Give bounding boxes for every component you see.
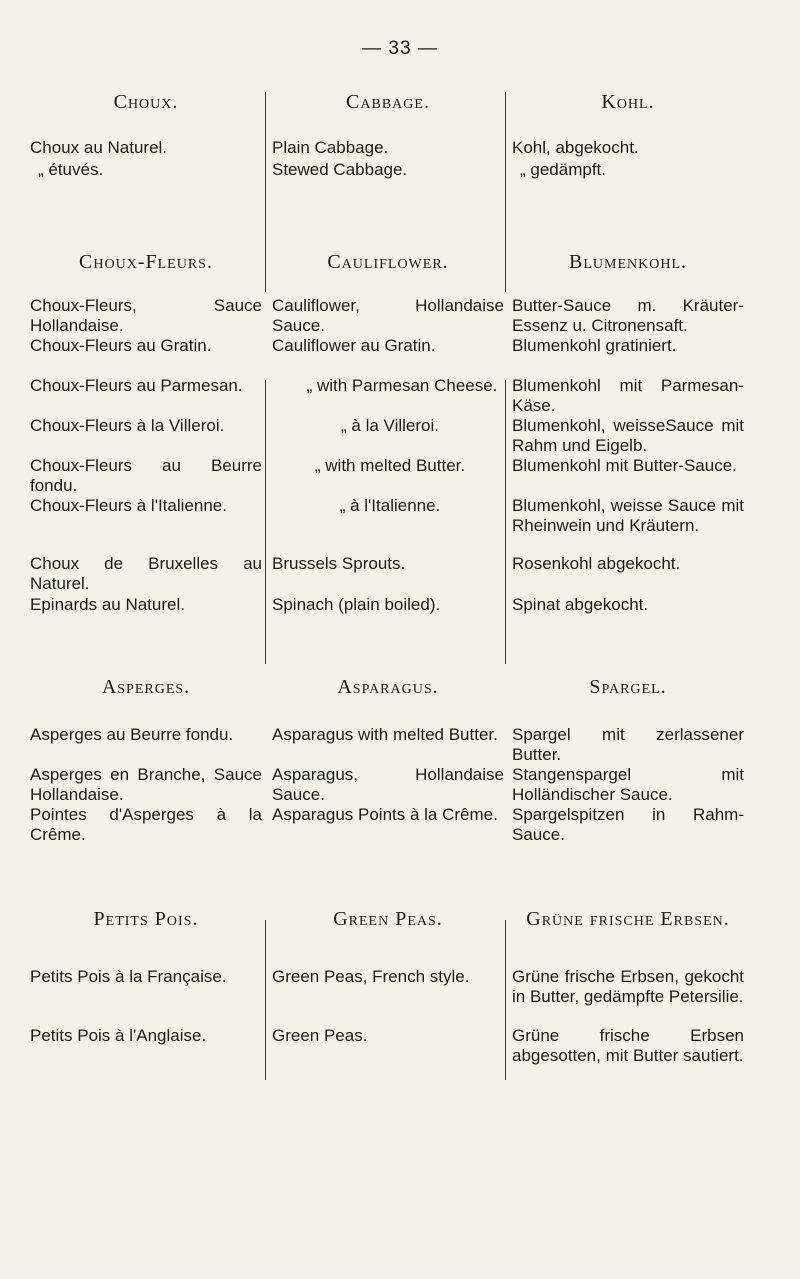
section-heading: Petits Pois. <box>93 908 199 930</box>
menu-item: Blumenkohl mit Butter-Sauce. <box>512 456 737 475</box>
section-heading: Asparagus. <box>337 676 439 698</box>
menu-item: Spinach (plain boiled). <box>272 595 441 614</box>
menu-item: Choux de Bruxelles au Naturel. <box>30 554 262 593</box>
menu-item: Blumenkohl, weisse Sauce mit Rheinwein und Kräutern. <box>512 496 744 535</box>
menu-item: Choux-Fleurs au Beurre fondu. <box>30 456 262 495</box>
menu-item: Choux-Fleurs à la Villeroi. <box>30 416 225 435</box>
menu-item: Grüne frische Erbsen abgesotten, mit Butter sautiert. <box>512 1026 744 1065</box>
menu-item: Blumenkohl gratiniert. <box>512 336 677 355</box>
menu-item: Petits Pois à la Française. <box>30 967 227 986</box>
menu-item: Stewed Cabbage. <box>272 160 408 179</box>
menu-item: Blumenkohl, weisseSauce mit Rahm und Eigelb. <box>512 416 744 455</box>
menu-item: Choux-Fleurs au Parmesan. <box>30 376 243 395</box>
menu-item: Cauliflower au Gratin. <box>272 336 436 355</box>
menu-item: Cauliflower, Hollandaise Sauce. <box>272 296 504 335</box>
section-heading: Cabbage. <box>346 91 430 113</box>
section-heading: Blumenkohl. <box>569 251 687 273</box>
section-heading: Choux-Fleurs. <box>79 251 213 273</box>
menu-item: Choux-Fleurs au Gratin. <box>30 336 212 355</box>
menu-item: Grüne frische Erbsen, gekocht in Butter, gedämpfte Petersilie. <box>512 967 744 1006</box>
menu-item: Rosenkohl abgekocht. <box>512 554 681 573</box>
menu-item: Plain Cabbage. <box>272 138 389 157</box>
column-divider <box>505 380 506 664</box>
menu-item: Choux-Fleurs, Sauce Hollandaise. <box>30 296 262 335</box>
menu-item: Green Peas. <box>272 1026 368 1045</box>
section-heading: Green Peas. <box>333 908 443 930</box>
menu-item: Asperges en Branche, Sauce Hollandaise. <box>30 765 262 804</box>
menu-item: Butter-Sauce m. Kräuter-Essenz u. Citronensaft. <box>512 296 744 335</box>
menu-item: Choux au Naturel. <box>30 138 168 157</box>
column-divider <box>265 380 266 664</box>
section-heading: Spargel. <box>589 676 667 698</box>
menu-item: Choux-Fleurs à l'Italienne. <box>30 496 227 515</box>
section-heading: Asperges. <box>101 676 191 698</box>
menu-item: Spargel mit zerlassener Butter. <box>512 725 744 764</box>
menu-item: Epinards au Naturel. <box>30 595 185 614</box>
section-heading: Cauliflower. <box>327 251 449 273</box>
column-divider <box>265 92 266 292</box>
menu-item: Stangenspargel mit Holländischer Sauce. <box>512 765 744 804</box>
menu-item: Asparagus with melted Butter. <box>272 725 498 744</box>
section-heading: Grüne frische Erbsen. <box>526 908 730 930</box>
menu-item: Asparagus Points à la Crême. <box>272 805 498 824</box>
column-divider <box>505 92 506 292</box>
menu-item: „ à la Villeroi. <box>341 416 439 435</box>
menu-item: Kohl, abgekocht. <box>512 138 639 157</box>
menu-item: Pointes d'Asperges à la Crême. <box>30 805 262 844</box>
menu-item: „ étuvés. <box>38 160 104 179</box>
menu-item: Brussels Sprouts. <box>272 554 406 573</box>
menu-item: Asperges au Beurre fondu. <box>30 725 234 744</box>
menu-item: Green Peas, French style. <box>272 967 470 986</box>
menu-item: „ with Parmesan Cheese. <box>306 376 498 395</box>
menu-item: Blumenkohl mit Parmesan-Käse. <box>512 376 744 415</box>
section-heading: Choux. <box>113 91 179 113</box>
menu-item: „ gedämpft. <box>520 160 606 179</box>
menu-item: Spinat abgekocht. <box>512 595 649 614</box>
column-divider <box>505 920 506 1080</box>
menu-item: Spargelspitzen in Rahm-Sauce. <box>512 805 744 844</box>
page-number: — 33 — <box>362 38 438 59</box>
menu-item: Petits Pois à l'Anglaise. <box>30 1026 207 1045</box>
menu-item: „ with melted Butter. <box>314 456 466 475</box>
menu-item: „ à l'Italienne. <box>339 496 441 515</box>
column-divider <box>265 920 266 1080</box>
section-heading: Kohl. <box>601 91 655 113</box>
menu-item: Asparagus, Hollandaise Sauce. <box>272 765 504 804</box>
